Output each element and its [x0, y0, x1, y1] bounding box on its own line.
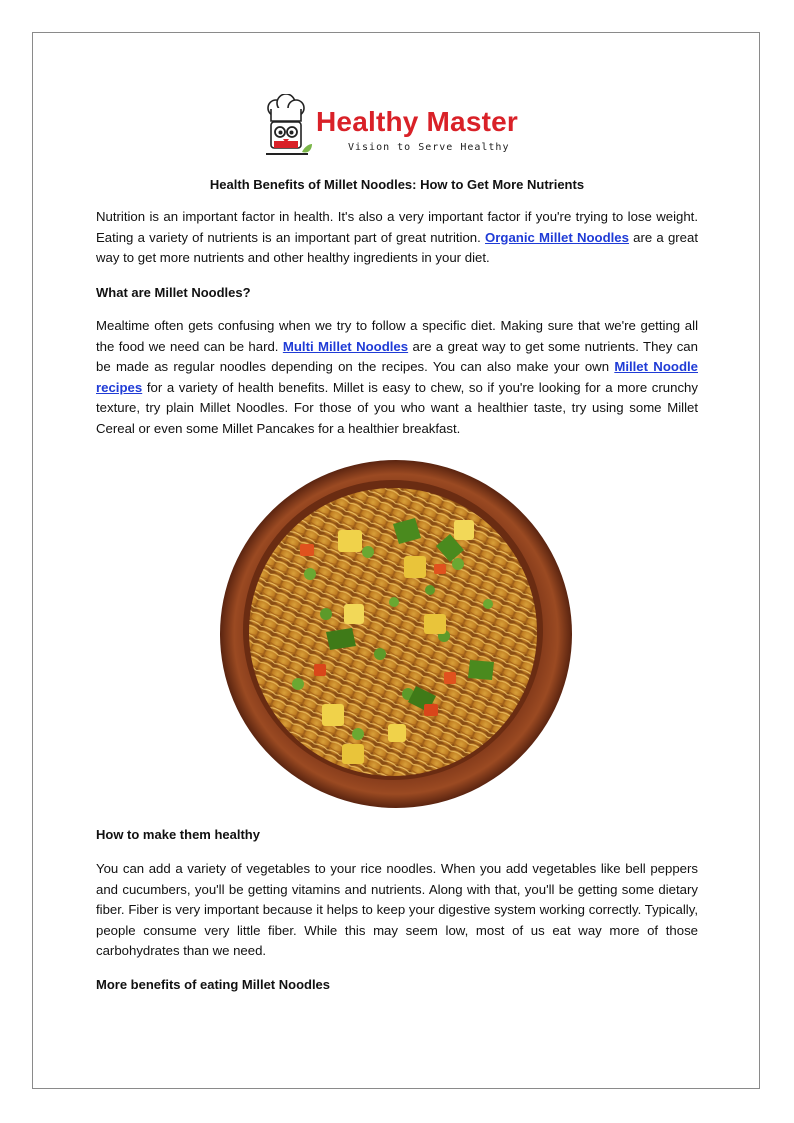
section1-text-a: Mealtime often gets confusing when we try to follow a specific diet. Making sure that we're getting all the food we need can be hard.: [96, 318, 698, 354]
organic-millet-noodles-link[interactable]: Organic Millet Noodles: [485, 229, 629, 245]
millet-noodles-bowl-photo: [218, 454, 574, 810]
section1-text-c: for a variety of health benefits. Millet is easy to chew, so if you're looking for a more crunchy texture, try plain Millet Noodles. For those of you who want a healthier taste, try using some Millet Cereal or even some Millet Pancakes for a healthier breakfast.: [96, 379, 698, 436]
section2-paragraph: You can add a variety of vegetables to your rice noodles. When you add vegetables like bell peppers and cucumbers, you'll be getting vitamins and nutrients. Along with that, you'll be getting some dietary fiber. Fiber is very important because it helps to keep your digestive system working correctly. Typically, people consume very little fiber. While this may seem low, most of us eat way more of those carbohydrates than we need.: [96, 861, 698, 959]
chef-owl-icon: [262, 94, 314, 162]
section1-paragraph: [96, 316, 698, 440]
intro-paragraph: [96, 207, 698, 269]
millet-noodle-recipes-link[interactable]: Millet Noodle recipes: [96, 359, 698, 395]
intro-text-a: Nutrition is an important factor in health. It's also a very important factor if you're trying to lose weight. Eating a variety of nutrients is an important part of great nutrition.: [96, 209, 698, 245]
section-heading-more-benefits: More benefits of eating Millet Noodles: [96, 977, 331, 992]
multi-millet-noodles-link[interactable]: Multi Millet Noodles: [282, 338, 409, 354]
section-heading-what-are: What are Millet Noodles?: [96, 285, 251, 300]
brand-name: Healthy Master: [316, 106, 518, 137]
page-title: Health Benefits of Millet Noodles: How to Get More Nutrients: [209, 177, 585, 192]
intro-text-b: are a great way to get more nutrients and other healthy ingredients in your diet.: [96, 229, 699, 266]
section-heading-how-to-make: How to make them healthy: [96, 827, 260, 842]
brand-logo: [262, 94, 532, 162]
section1-text-b: are a great way to get some nutrients. They can be made as regular noodles depending on the recipes. You can also make your own: [96, 338, 698, 375]
brand-tagline: Vision to Serve Healthy: [348, 142, 510, 153]
